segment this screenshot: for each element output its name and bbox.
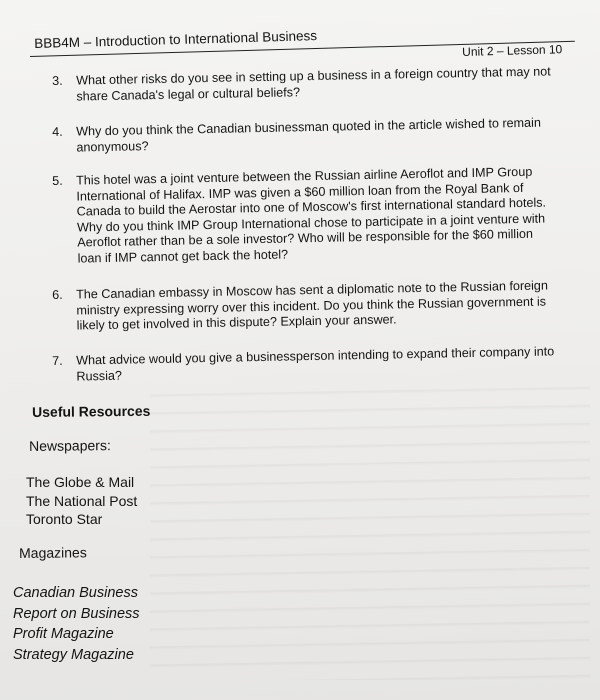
question-6 xyxy=(52,278,557,334)
unit-lesson-label: Unit 2 – Lesson 10 xyxy=(462,42,563,59)
list-item: Strategy Magazine xyxy=(13,646,134,663)
list-item: Canadian Business xyxy=(13,585,138,601)
paper-show-through xyxy=(150,380,590,680)
magazines-label: Magazines xyxy=(19,544,87,561)
question-4 xyxy=(52,115,557,156)
question-3 xyxy=(52,64,557,105)
question-text: Why do you think the Canadian businessman quoted in the article wished to remain anonymous? xyxy=(75,115,542,155)
question-7 xyxy=(52,344,557,385)
question-text: The Canadian embassy in Moscow has sent a diplomatic note to the Russian foreign ministry expressing worry over this incident. Do you think the Russian government is likely to get involved in this dispute? Explain your answer. xyxy=(75,278,549,333)
question-5 xyxy=(52,164,558,267)
question-text: What advice would you give a businessperson intending to expand their company into Russia? xyxy=(75,344,555,384)
question-number: 4. xyxy=(52,124,63,139)
question-number: 6. xyxy=(52,287,63,302)
newspapers-list xyxy=(26,473,137,529)
question-text: This hotel was a joint venture between the Russian airline Aeroflot and IMP Group International of Halifax. IMP was given a $60 million loan from the Royal Bank of Canada to build the Aerostar into one of Moscow's first international standard hotels. Why do you think IMP Group International chose to participate in a joint venture with Aeroflot rather than be a sole investor? Who will be responsible for the $60 million loan if IMP cannot get back the hotel? xyxy=(75,164,547,266)
question-number: 7. xyxy=(52,353,63,368)
list-item: The National Post xyxy=(26,492,138,509)
question-number: 5. xyxy=(52,173,63,188)
question-text: What other risks do you see in setting up a business in a foreign country that may not share Canada's legal or cultural beliefs? xyxy=(75,64,551,104)
newspapers-label: Newspapers: xyxy=(29,437,111,454)
list-item: The Globe & Mail xyxy=(26,474,135,490)
list-item: Toronto Star xyxy=(26,511,103,527)
course-title: BBB4M – Introduction to International Business xyxy=(34,28,318,51)
question-number: 3. xyxy=(52,73,63,88)
list-item: Report on Business xyxy=(13,605,140,622)
list-item: Profit Magazine xyxy=(13,626,114,642)
magazines-list xyxy=(13,583,140,665)
useful-resources-heading: Useful Resources xyxy=(32,402,151,420)
